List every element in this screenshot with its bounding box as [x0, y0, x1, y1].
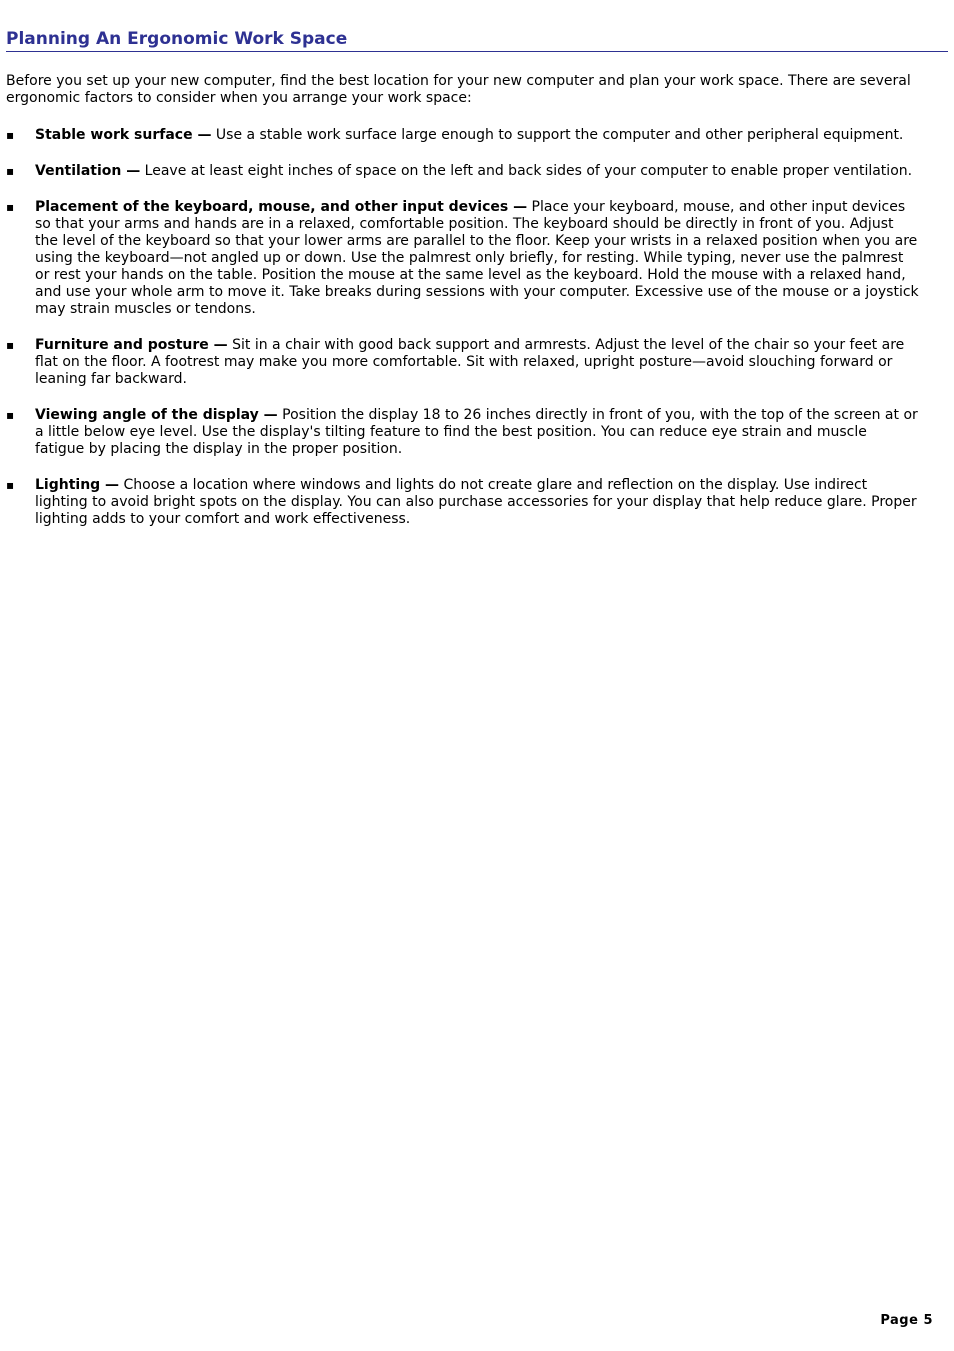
list-item-lighting	[6, 477, 919, 528]
item-term: Lighting —	[35, 477, 120, 493]
bullet-icon: ▪	[6, 164, 15, 178]
list-item-input-devices	[6, 199, 919, 318]
list-item-ventilation	[6, 163, 919, 180]
item-text: Choose a location where windows and lights do not create glare and reflection on the display. Use indirect lighting to avoid bright spots on the display. You can also purchase accessories for your display that help reduce glare. Proper lighting adds to your comfort and work effectiveness.	[35, 477, 917, 527]
page-title: Planning An Ergonomic Work Space	[6, 28, 948, 52]
item-text: Position the display 18 to 26 inches directly in front of you, with the top of the screen at or a little below eye level. Use the display's tilting feature to find the best position. You can reduce eye strain and muscle fatigue by placing the display in the proper position.	[35, 407, 918, 457]
list-item-viewing-angle	[6, 407, 919, 458]
item-term: Ventilation —	[35, 163, 141, 179]
list-item-stable-work-surface	[6, 127, 919, 144]
item-text: Leave at least eight inches of space on the left and back sides of your computer to enable proper ventilation.	[140, 163, 913, 179]
bullet-icon: ▪	[6, 200, 15, 214]
item-term: Stable work surface —	[35, 127, 212, 143]
page-number: Page 5	[880, 1313, 933, 1328]
bullet-icon: ▪	[6, 128, 15, 142]
intro-paragraph: Before you set up your new computer, find the best location for your new computer and plan your work space. There are several ergonomic factors to consider when you arrange your work space:	[6, 73, 911, 106]
bullet-icon: ▪	[6, 478, 15, 492]
document-page	[6, 28, 948, 547]
item-term: Viewing angle of the display —	[35, 407, 278, 423]
bullet-icon: ▪	[6, 338, 15, 352]
bullet-icon: ▪	[6, 408, 15, 422]
item-text: Use a stable work surface large enough to support the computer and other peripheral equipment.	[211, 127, 904, 143]
item-term: Placement of the keyboard, mouse, and other input devices —	[35, 199, 528, 215]
list-item-furniture-posture	[6, 337, 919, 388]
item-term: Furniture and posture —	[35, 337, 228, 353]
ergonomic-factors-list	[6, 127, 948, 528]
item-text: Place your keyboard, mouse, and other input devices so that your arms and hands are in a relaxed, comfortable position. The keyboard should be directly in front of you. Adjust the level of the keyboard so that your lower arms are parallel to the floor. Keep your wrists in a relaxed position when you are using the keyboard—not angled up or down. Use the palmrest only briefly, for resting. While typing, never use the palmrest or rest your hands on the table. Position the mouse at the same level as the keyboard. Hold the mouse with a relaxed hand, and use your whole arm to move it. Take breaks during sessions with your computer. Excessive use of the mouse or a joystick may strain muscles or tendons.	[35, 199, 919, 317]
item-text: Sit in a chair with good back support and armrests. Adjust the level of the chair so your feet are flat on the floor. A footrest may make you more comfortable. Sit with relaxed, upright posture—avoid slouching forward or leaning far backward.	[35, 337, 905, 387]
